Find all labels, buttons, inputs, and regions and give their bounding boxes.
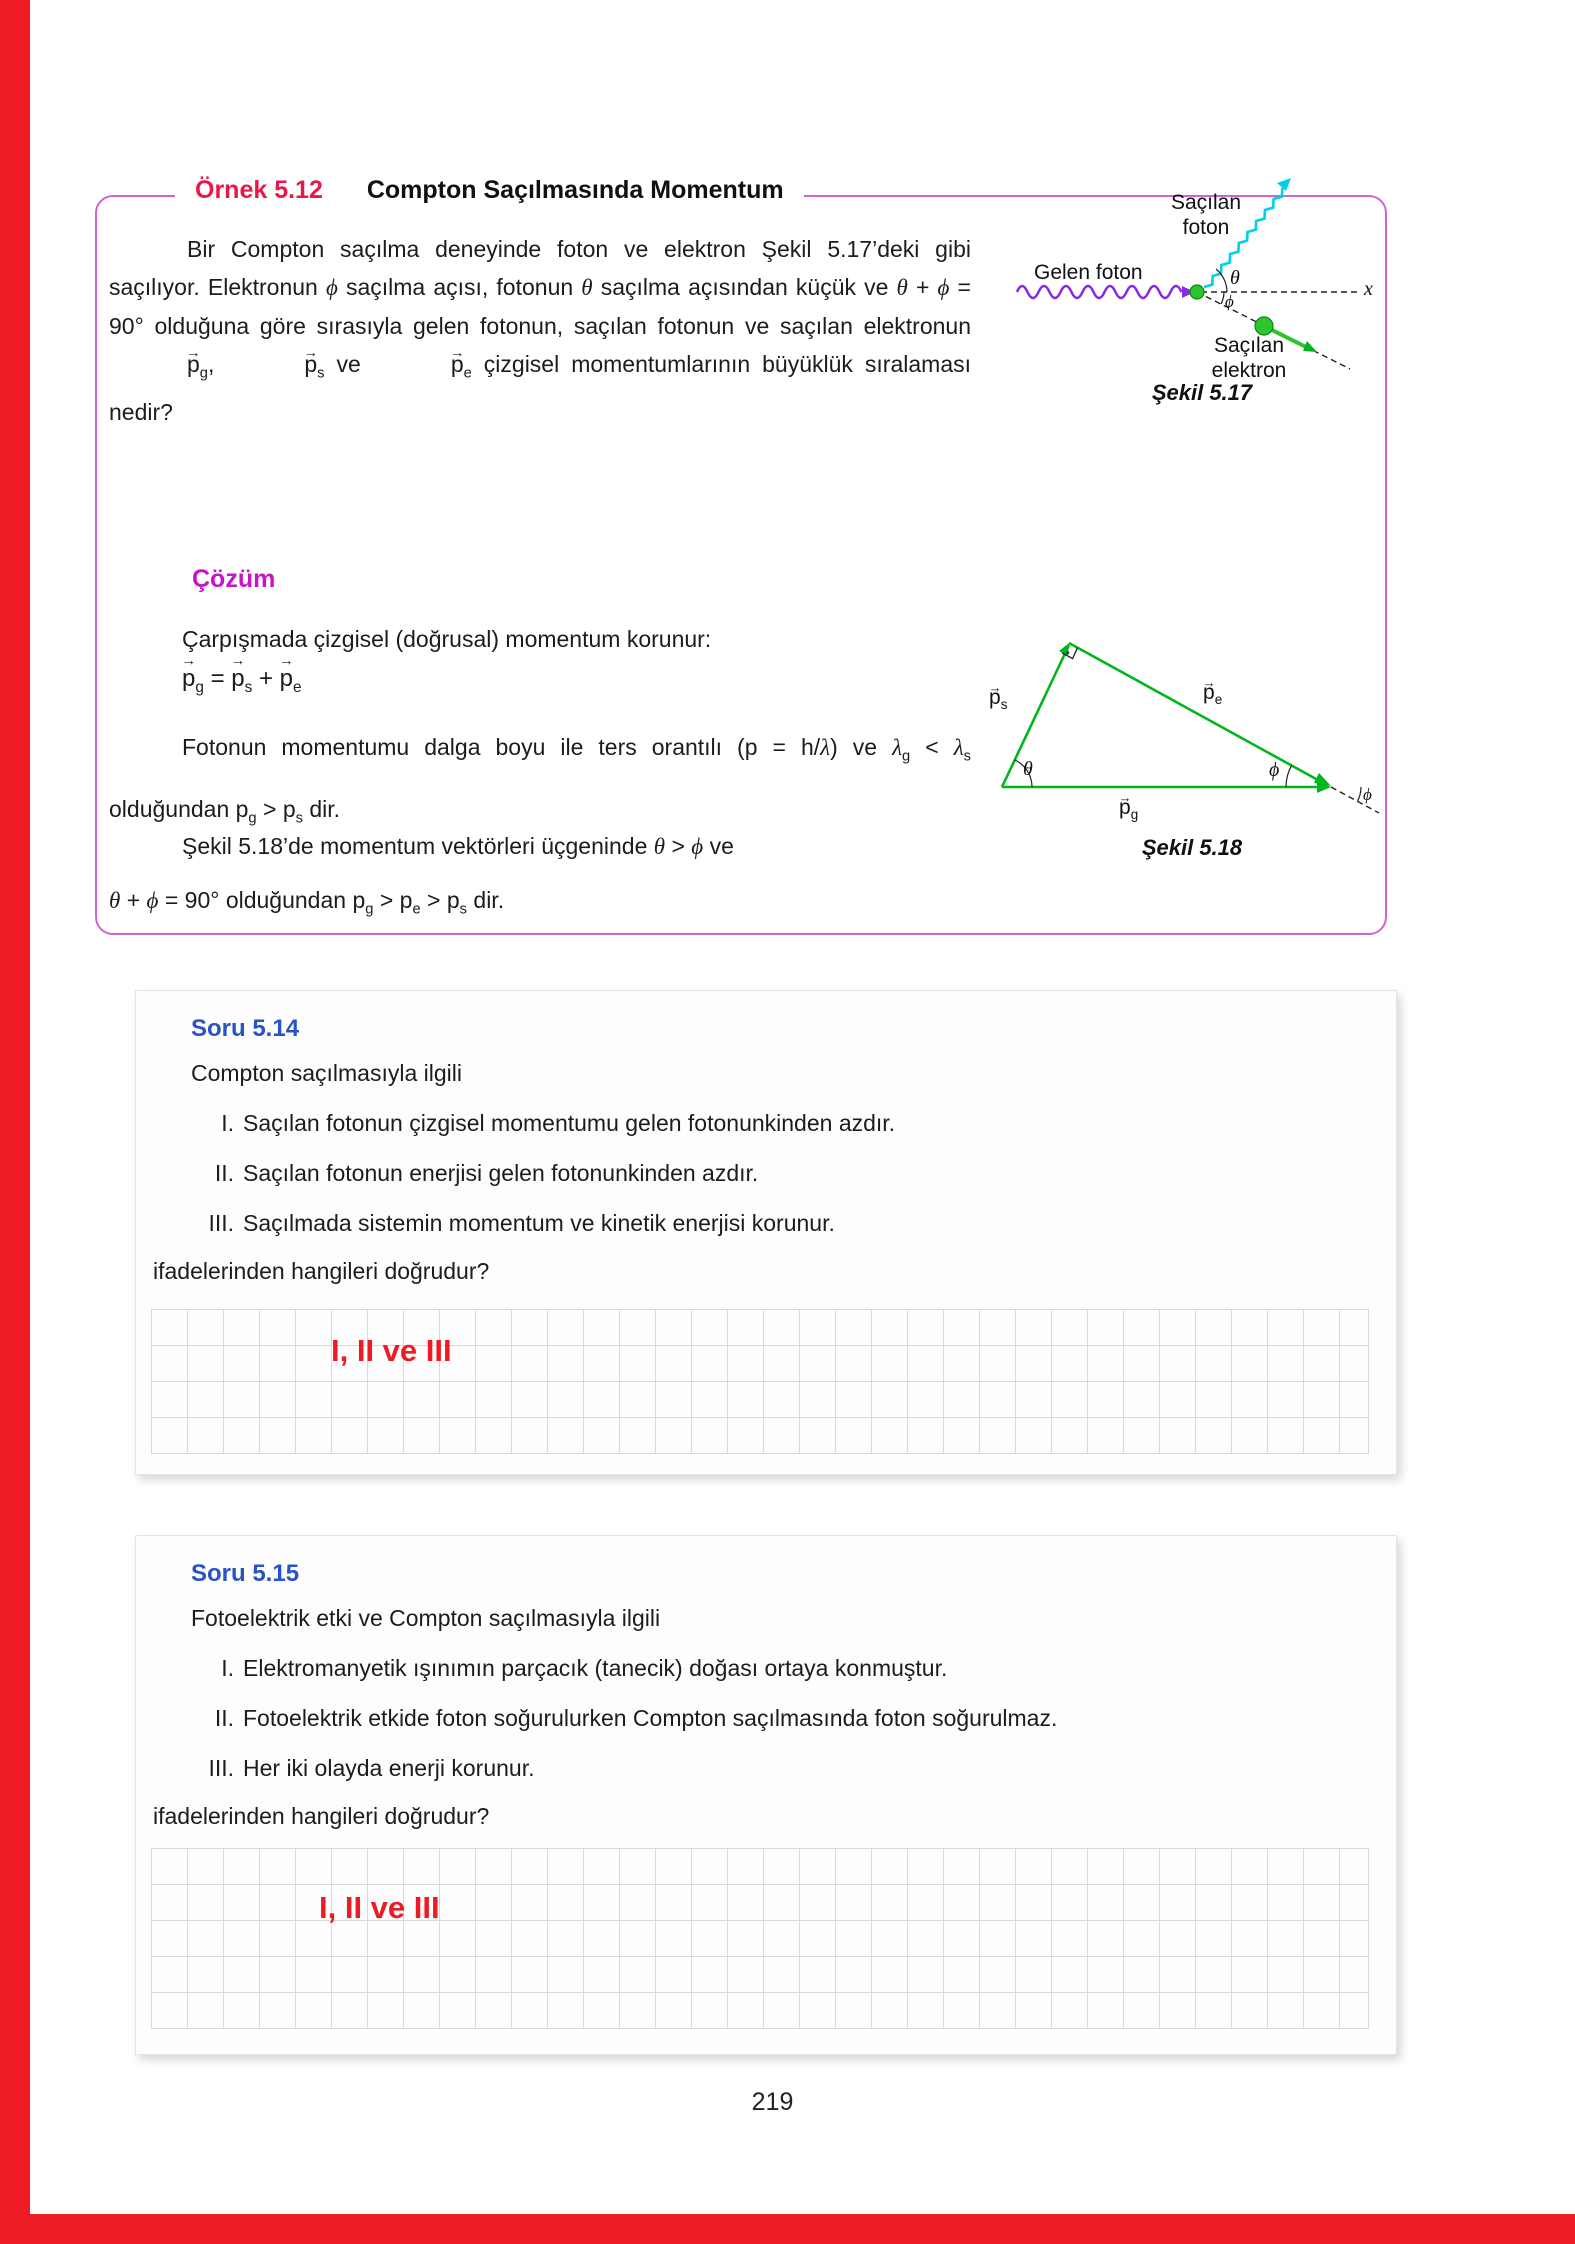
item-numeral: I. xyxy=(221,1110,234,1136)
item-text: Saçılan fotonun çizgisel momentumu gelen fotonunkinden azdır. xyxy=(243,1110,896,1136)
list-item xyxy=(188,1158,1396,1188)
pe-arrowhead xyxy=(1314,773,1331,786)
list-item xyxy=(188,1208,1396,1238)
interaction-electron-ball xyxy=(1190,285,1204,299)
handwritten-answer: I, II ve III xyxy=(319,1890,440,1925)
theta-label: θ xyxy=(1230,267,1240,289)
handwritten-answer: I, II ve III xyxy=(331,1333,452,1368)
solution-paragraph-2: Fotonun momentumu dalga boyu ile ters orantılı (p = h/λ) ve $\lambda_g < \lambda_s$ olduğundan $p_g > p_s$ dir. xyxy=(109,734,972,827)
page-edge-bar-left xyxy=(0,0,30,2244)
phi-angle-arc xyxy=(1221,292,1224,304)
example-body-text: Bir Compton saçılma deneyinde foton ve elektron Şekil 5.17’deki gibi saçılıyor. Elektronun ϕ saçılma açısı, fotonun θ saçılma açısından küçük ve θ + ϕ = 90° olduğuna göre sırasıyla gelen fotonun, saçılan fotonun ve saçılan elektronun → $p_g$, → $p_s$ ve → $p_e$ çizgisel momentumlarının büyüklük sıralaması nedir? xyxy=(109,230,971,431)
momentum-equation: → $p_g$ = → $p_s$ + → $p_e$ xyxy=(182,665,302,697)
page-edge-bar-bottom xyxy=(0,2214,1575,2244)
pe-label: → $p_e$ xyxy=(1203,680,1222,712)
solution-heading: Çözüm xyxy=(192,565,276,593)
scattered-photon-arrowhead xyxy=(1277,178,1291,191)
item-numeral: III. xyxy=(208,1755,234,1781)
phi-label: ϕ xyxy=(1269,759,1280,781)
list-item xyxy=(188,1753,1396,1783)
pg-label: → $p_g$ xyxy=(1119,795,1138,827)
scattered-electron-label: Saçılan elektron xyxy=(1211,334,1287,382)
question-intro: Fotoelektrik etki ve Compton saçılmasıyla ilgili xyxy=(191,1605,661,1631)
item-numeral: III. xyxy=(208,1210,234,1236)
item-numeral: I. xyxy=(221,1655,234,1681)
phi-label: ϕ xyxy=(1225,292,1234,311)
incident-photon-label: Gelen foton xyxy=(1034,261,1143,284)
example-box xyxy=(95,176,1387,935)
question-label: Soru 5.14 xyxy=(191,1015,300,1042)
figure-5-18-caption: Şekil 5.18 xyxy=(1141,835,1243,860)
answer-grid xyxy=(151,1848,1369,2029)
list-item xyxy=(188,1653,1396,1683)
question-intro: Compton saçılmasıyla ilgili xyxy=(191,1060,462,1086)
page-number: 219 xyxy=(751,2088,794,2116)
list-item xyxy=(188,1703,1396,1733)
item-text: Saçılan fotonun enerjisi gelen fotonunkinden azdır. xyxy=(243,1160,759,1186)
question-box-5-15 xyxy=(135,1535,1397,2055)
question-box-5-14 xyxy=(135,990,1397,1475)
right-angle-dot xyxy=(1066,651,1069,654)
ps-label: → $p_s$ xyxy=(989,685,1007,717)
question-prompt: ifadelerinden hangileri doğrudur? xyxy=(153,1258,490,1284)
example-header xyxy=(175,176,804,205)
phi-angle-arc xyxy=(1286,765,1292,787)
question-label: Soru 5.15 xyxy=(191,1560,300,1587)
answer-grid xyxy=(151,1309,1369,1454)
solution-line-1: Çarpışmada çizgisel (doğrusal) momentum korunur: xyxy=(182,626,712,652)
x-axis-label: x xyxy=(1364,278,1373,300)
example-title: Compton Saçılmasında Momentum xyxy=(366,176,784,204)
figure-5-17-caption: Şekil 5.17 xyxy=(1151,380,1253,405)
item-text: Fotoelektrik etkide foton soğurulurken Compton saçılmasında foton soğurulmaz. xyxy=(243,1705,1058,1731)
ps-vector-line xyxy=(1002,645,1069,787)
figure-5-17 xyxy=(1002,170,1402,418)
item-numeral: II. xyxy=(214,1705,234,1731)
incident-photon-wave xyxy=(1017,286,1182,298)
scattered-electron-arrowhead xyxy=(1303,341,1317,352)
solution-line-4: θ + ϕ = 90° olduğundan $p_g > p_e > p_s$ dir. xyxy=(109,887,505,918)
figure-5-18 xyxy=(987,627,1397,875)
question-prompt: ifadelerinden hangileri doğrudur? xyxy=(153,1803,490,1829)
list-item xyxy=(188,1108,1396,1138)
phi-small-label: ϕ xyxy=(1363,785,1372,804)
item-text: Saçılmada sistemin momentum ve kinetik enerjisi korunur. xyxy=(243,1210,835,1236)
item-numeral: II. xyxy=(214,1160,234,1186)
example-label: Örnek 5.12 xyxy=(195,176,323,204)
solution-line-3: Şekil 5.18’de momentum vektörleri üçgeninde θ > ϕ ve xyxy=(182,833,734,859)
pe-vector-line xyxy=(1069,643,1327,785)
momentum-triangle-diagram xyxy=(987,627,1397,827)
item-text: Her iki olayda enerji korunur. xyxy=(243,1755,535,1781)
item-text: Elektromanyetik ışınımın parçacık (tanecik) doğası ortaya konmuştur. xyxy=(243,1655,948,1681)
scattered-photon-label: Saçılan foton xyxy=(1170,191,1242,239)
phi-small-arc xyxy=(1357,787,1361,802)
theta-label: θ xyxy=(1023,758,1033,780)
